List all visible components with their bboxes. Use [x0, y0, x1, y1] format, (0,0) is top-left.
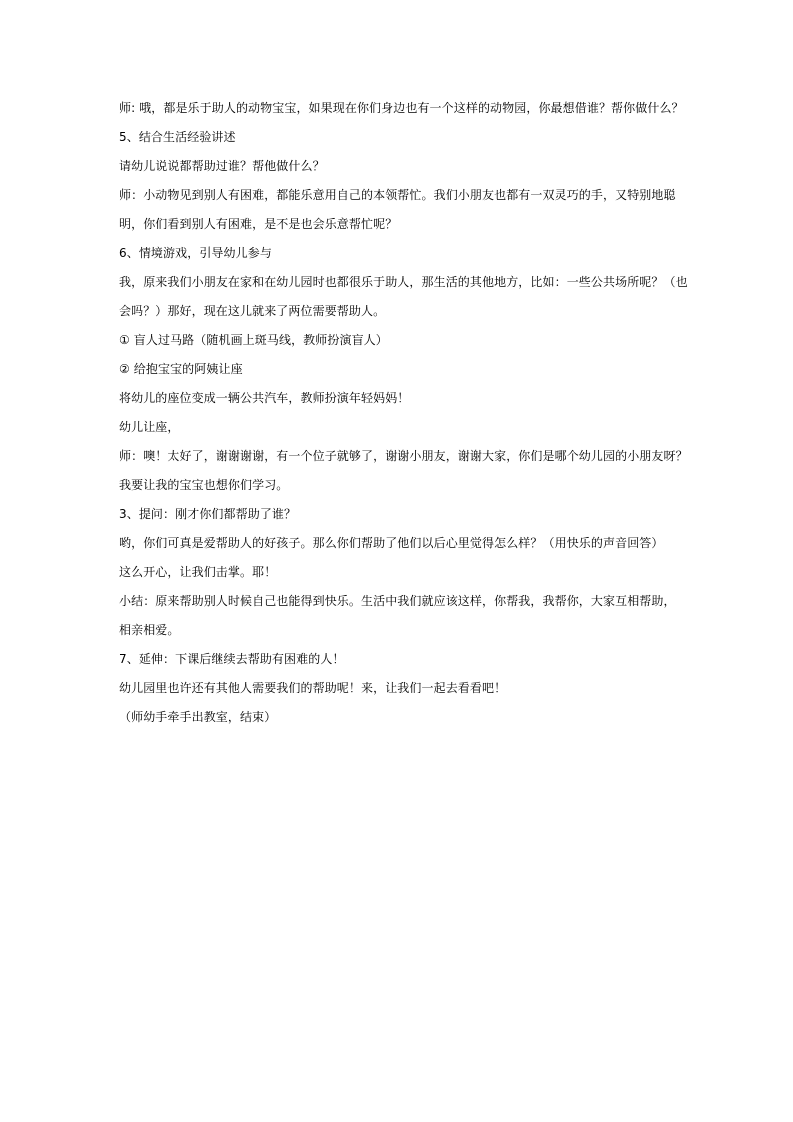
- paragraph-teacher-thanks-line1: 师：噢！太好了，谢谢谢谢，有一个位子就够了，谢谢小朋友，谢谢大家，你们是哪个幼儿园的小朋友呀？: [119, 449, 688, 463]
- paragraph-teacher-animals-line2: 明，你们看到别人有困难，是不是也会乐意帮忙呢？: [119, 217, 398, 231]
- paragraph-good-children: 哟，你们可真是爱帮助人的好孩子。那么你们帮助了他们以后心里觉得怎么样？（用快乐的声音回答）: [119, 536, 664, 550]
- paragraph-ending: （师幼手牵手出教室，结束）: [119, 710, 277, 724]
- paragraph-teacher-question: 师: 哦，都是乐于助人的动物宝宝，如果现在你们身边也有一个这样的动物园，你最想借谁？帮你做什么？: [119, 101, 684, 115]
- paragraph-public-places-line2: 会吗？）那好，现在这儿就来了两位需要帮助人。: [119, 304, 386, 318]
- paragraph-bus-setup: 将幼儿的座位变成一辆公共汽车，教师扮演年轻妈妈！: [119, 391, 410, 405]
- paragraph-teacher-thanks-line2: 我要让我的宝宝也想你们学习。: [119, 478, 289, 492]
- section-heading-7: 7、延伸：下课后继续去帮助有困难的人！: [119, 652, 345, 666]
- list-item-give-seat: ② 给抱宝宝的阿姨让座: [119, 362, 243, 376]
- section-heading-5: 5、结合生活经验讲述: [119, 130, 236, 144]
- paragraph-summary-line2: 相亲相爱。: [119, 623, 180, 637]
- paragraph-high-five: 这么开心，让我们击掌。耶！: [119, 565, 277, 579]
- paragraph-summary-line1: 小结：原来帮助别人时候自己也能得到快乐。生活中我们就应该这样，你帮我，我帮你，大家互相帮助，: [119, 594, 676, 608]
- paragraph-teacher-animals-line1: 师：小动物见到别人有困难，都能乐意用自己的本领帮忙。我们小朋友也都有一双灵巧的手，又特别地聪: [119, 188, 676, 202]
- section-heading-6: 6、情境游戏，引导幼儿参与: [119, 246, 272, 260]
- paragraph-ask-children: 请幼儿说说都帮助过谁？帮他做什么？: [119, 159, 325, 173]
- list-item-blind-crossing: ① 盲人过马路（随机画上斑马线，教师扮演盲人）: [119, 333, 388, 347]
- section-heading-3: 3、提问：刚才你们都帮助了谁？: [119, 507, 297, 521]
- paragraph-children-give-seat: 幼儿让座，: [119, 420, 180, 434]
- paragraph-go-see: 幼儿园里也许还有其他人需要我们的帮助呢！来，让我们一起去看看吧！: [119, 681, 507, 695]
- paragraph-public-places-line1: 我，原来我们小朋友在家和在幼儿园时也都很乐于助人，那生活的其他地方，比如：一些公共场所呢？（也: [119, 275, 688, 289]
- document-body: [119, 101, 688, 739]
